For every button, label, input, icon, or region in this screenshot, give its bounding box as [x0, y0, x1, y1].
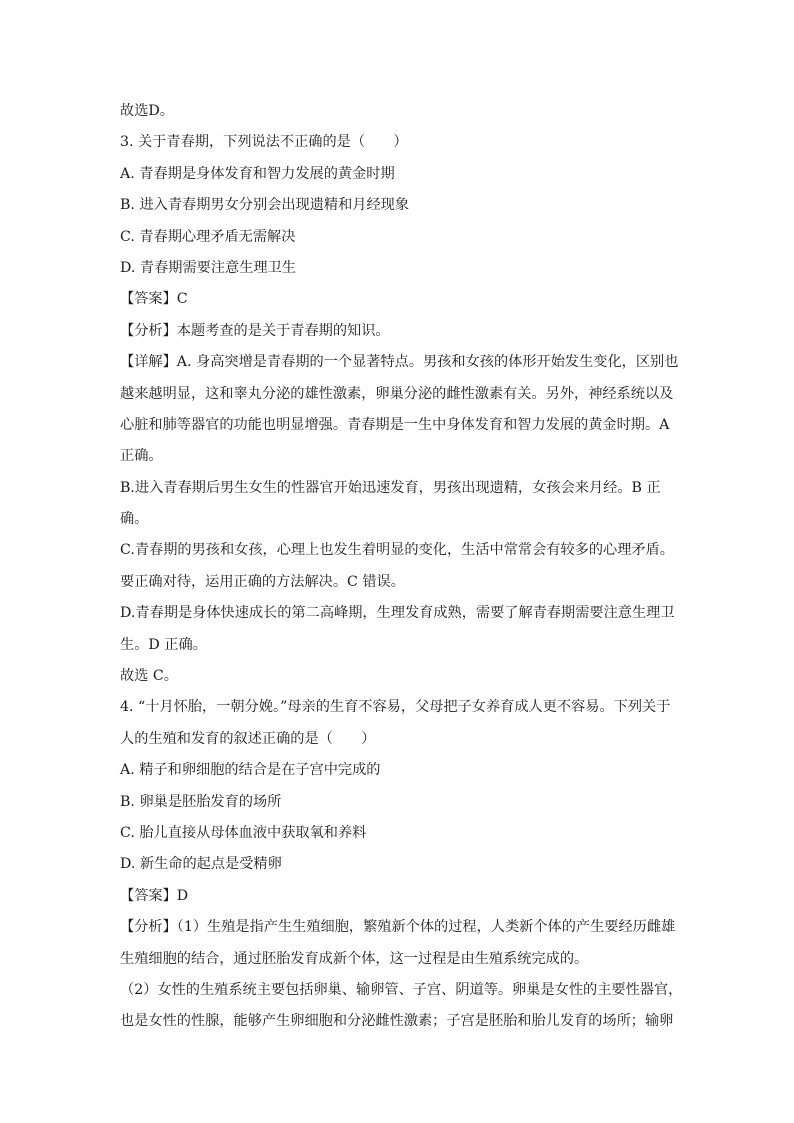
question-3-analysis: 【分析】本题考查的是关于青春期的知识。: [120, 322, 390, 339]
text-line: D.青春期是身体快速成长的第二高峰期，生理发育成熟，需要了解青春期需要注意生理卫: [120, 605, 675, 622]
question-3-answer: 【答案】C: [120, 291, 188, 308]
question-3-option-a: A. 青春期是身体发育和智力发展的黄金时期: [120, 165, 395, 182]
question-4-option-c: C. 胎儿直接从母体血液中获取氧和养料: [120, 824, 367, 841]
text-line: 故选D。: [120, 103, 174, 119]
text-line: 故选 C。: [120, 668, 178, 685]
question-3-stem: 3. 关于青春期，下列说法不正确的是（ ）: [120, 134, 408, 151]
text-line: 人的生殖和发育的叙述正确的是（ ）: [120, 730, 376, 747]
text-line: 要正确对待，运用正确的方法解决。C 错误。: [120, 573, 405, 590]
question-3-option-d: D. 青春期需要注意生理卫生: [120, 259, 296, 276]
text-line: 越来越明显，这和睾丸分泌的雄性激素，卵巢分泌的雌性激素有关。另外，神经系统以及: [120, 385, 674, 402]
text-line: B.进入青春期后男生女生的性器官开始迅速发育，男孩出现遗精，女孩会来月经。B 正: [120, 479, 661, 496]
text-line: 生殖细胞的结合，通过胚胎发育成新个体，这一过程是由生殖系统完成的。: [120, 950, 589, 967]
question-4-stem: 4. “十月怀胎，一朝分娩。”母亲的生育不容易，父母把子女养育成人更不容易。下列关于: [120, 699, 671, 716]
text-line: 正确。: [120, 448, 163, 465]
question-4-analysis: 【分析】（1）生殖是指产生生殖细胞，繁殖新个体的过程，人类新个体的产生要经历雌雄: [120, 919, 676, 936]
question-4-option-a: A. 精子和卵细胞的结合是在子宫中完成的: [120, 762, 381, 779]
question-4-option-d: D. 新生命的起点是受精卵: [120, 856, 282, 873]
text-line: （2）女性的生殖系统主要包括卵巢、输卵管、子宫、阴道等。卵巢是女性的主要性器官，: [120, 981, 683, 998]
document-page: [120, 96, 683, 1038]
text-line: 也是女性的性腺，能够产生卵细胞和分泌雌性激素；子宫是胚胎和胎儿发育的场所；输卵: [120, 1013, 674, 1030]
text-line: 确。: [120, 511, 149, 528]
question-4-answer: 【答案】D: [120, 887, 189, 904]
text-line: 生。D 正确。: [120, 636, 207, 653]
question-3-option-b: B. 进入青春期男女分别会出现遗精和月经现象: [120, 197, 410, 214]
question-3-option-c: C. 青春期心理矛盾无需解决: [120, 228, 296, 245]
text-line: C.青春期的男孩和女孩，心理上也发生着明显的变化，生活中常常会有较多的心理矛盾。: [120, 542, 674, 559]
text-line: 心脏和肺等器官的功能也明显增强。青春期是一生中身体发育和智力发展的黄金时期。A: [120, 416, 670, 433]
question-3-explanation: 【详解】A. 身高突增是青春期的一个显著特点。男孩和女孩的体形开始发生变化，区别也: [120, 354, 679, 371]
question-4-option-b: B. 卵巢是胚胎发育的场所: [120, 793, 282, 810]
